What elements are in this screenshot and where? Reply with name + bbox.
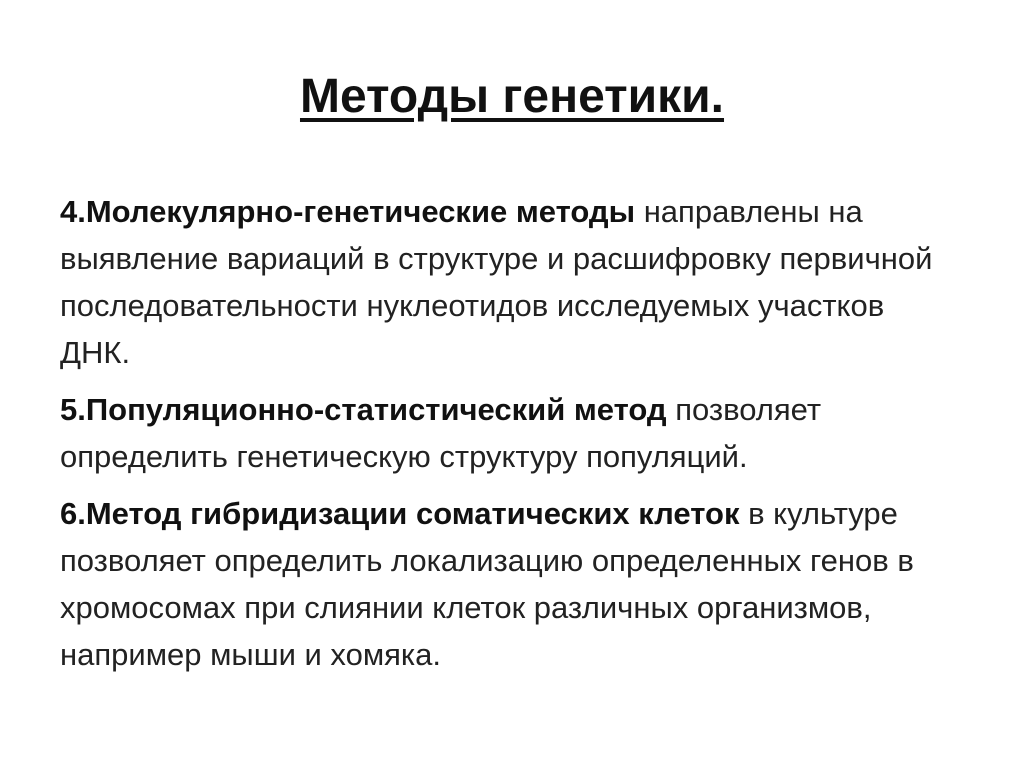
paragraph-text: позволяет определить генетическую структуру популяций. [60, 392, 822, 474]
paragraph-lead: 5.Популяционно-статистический метод [60, 392, 667, 427]
paragraph-text: в культуре позволяет определить локализацию определенных генов в хромосомах при слиянии клеток различных организмов, например мыши и хомяка. [60, 496, 914, 672]
paragraph-lead: 4.Молекулярно-генетические методы [60, 194, 636, 229]
paragraph-somatic-cell-hybridization [60, 490, 960, 678]
paragraph-lead: 6.Метод гибридизации соматических клеток [60, 496, 740, 531]
paragraph-population-statistical [60, 386, 960, 480]
paragraph-text: направлены на выявление вариаций в структуре и расшифровку первичной последовательности нуклеотидов исследуемых участков ДНК. [60, 194, 933, 370]
paragraph-molecular-genetic [60, 188, 960, 376]
slide-title-text: Методы генетики. [299, 70, 725, 123]
slide-body [60, 188, 960, 688]
slide-title [0, 62, 1024, 132]
